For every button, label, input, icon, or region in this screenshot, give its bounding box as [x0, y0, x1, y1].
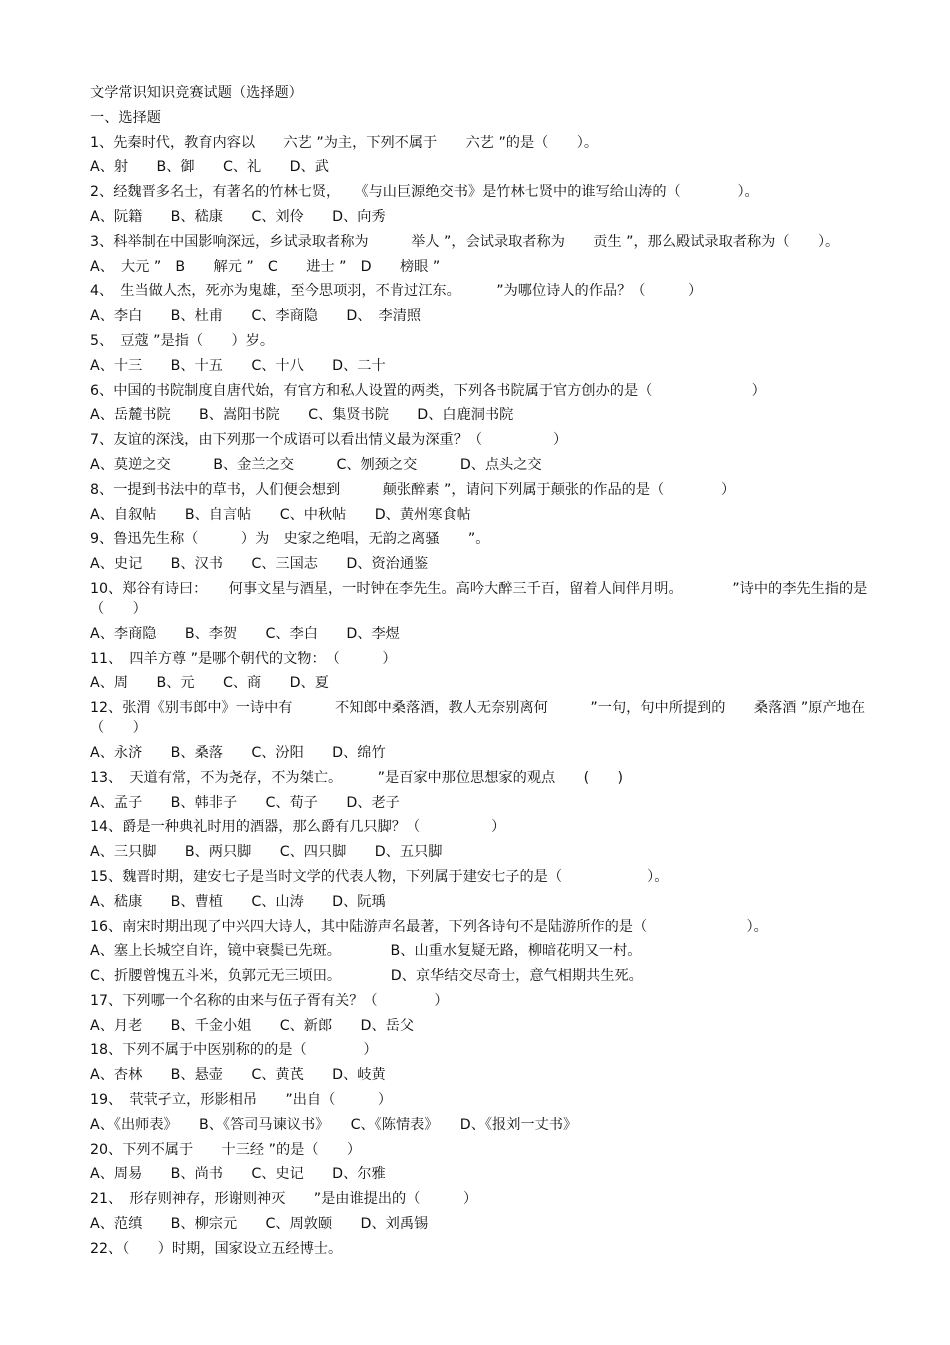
question-text: 2、经魏晋多名士，有著名的竹林七贤， 《与山巨源绝交书》是竹林七贤中的谁写给山涛的（ ）。: [90, 184, 759, 201]
question-text: 7、友谊的深浅，由下列那一个成语可以看出情义最为深重？（ ）: [90, 432, 568, 449]
question-text: 22、（ ）时期，国家设立五经博士。: [90, 1240, 343, 1257]
question-text: 14、爵是一种典礼时用的酒器，那么爵有几只脚？（ ）: [90, 819, 506, 836]
question-text: 19、 茕茕孑立，形影相吊 ”出自（ ）: [90, 1092, 393, 1109]
question-text: 1、先秦时代，教育内容以 六艺 ”为主，下列不属于 六艺 ”的是（ ）。: [90, 134, 599, 151]
answer-options: A、永济 B、桑落 C、汾阳 D、绵竹: [90, 744, 386, 761]
question-list: [90, 133, 870, 1259]
question-text: 12、张渭《别韦郎中》一诗中有 不知郎中桑落酒，教人无奈别离何 ”一句，句中所提到的 桑落酒 ”原产地在（ ）: [90, 700, 866, 737]
document-title: 文学常识知识竞赛试题（选择题）: [90, 85, 303, 101]
question-text: 13、 天道有常，不为尧存，不为桀亡。 ”是百家中那位思想家的观点 ( ): [90, 769, 624, 786]
question-text: 8、一提到书法中的草书，人们便会想到 颠张醉素 ”，请问下列属于颠张的作品的是（ ）: [90, 481, 736, 498]
answer-options: A、 大元 ” B 解元 ” C 进士 ” D 榜眼 ”: [90, 258, 441, 275]
question-text: 11、 四羊方尊 ”是哪个朝代的文物： （ ）: [90, 650, 397, 667]
answer-options: C、折腰曾愧五斗米，负郭元无三顷田。 D、京华结交尽奇士，意气相期共生死。: [90, 968, 643, 985]
answer-options: A、杏林 B、悬壶 C、黄芪 D、岐黄: [90, 1067, 386, 1084]
answer-options: A、周 B、元 C、商 D、夏: [90, 675, 329, 692]
answer-options: A、李白 B、杜甫 C、李商隐 D、 李清照: [90, 308, 422, 325]
question-text: 16、南宋时期出现了中兴四大诗人，其中陆游声名最著，下列各诗句不是陆游所作的是（ ）。: [90, 918, 768, 935]
answer-options: A、嵇康 B、曹植 C、山涛 D、阮瑀: [90, 893, 386, 910]
answer-options: A、李商隐 B、李贺 C、李白 D、李煜: [90, 625, 400, 642]
answer-options: A、莫逆之交 B、金兰之交 C、刎颈之交 D、点头之交: [90, 456, 542, 473]
answer-options: A、《出师表》 B、《答司马谏议书》 C、《陈情表》 D、《报刘一丈书》: [90, 1116, 578, 1133]
section-heading: 一、选择题: [90, 109, 161, 126]
answer-options: A、塞上长城空自许，镜中衰鬓已先斑。 B、山重水复疑无路，柳暗花明又一村。: [90, 943, 642, 960]
answer-options: A、十三 B、十五 C、十八 D、二十: [90, 357, 386, 374]
answer-options: A、孟子 B、韩非子 C、荀子 D、老子: [90, 794, 400, 811]
question-text: 6、中国的书院制度自唐代始，有官方和私人设置的两类，下列各书院属于官方创办的是（ ）: [90, 382, 766, 399]
answer-options: A、范缜 B、柳宗元 C、周敦颐 D、刘禹锡: [90, 1216, 429, 1233]
answer-options: A、岳麓书院 B、嵩阳书院 C、集贤书院 D、白鹿洞书院: [90, 407, 514, 424]
answer-options: A、史记 B、汉书 C、三国志 D、资治通鉴: [90, 556, 429, 573]
question-text: 5、 豆蔻 ”是指（ ）岁。: [90, 332, 275, 349]
question-text: 20、下列不属于 十三经 ”的是（ ）: [90, 1141, 362, 1158]
question-text: 9、鲁迅先生称（ ）为 史家之绝唱，无韵之离骚 ”。: [90, 531, 490, 548]
question-text: 21、 形存则神存，形谢则神灭 ”是由谁提出的（ ）: [90, 1191, 478, 1208]
question-text: 15、魏晋时期，建安七子是当时文学的代表人物，下列属于建安七子的是（ ）。: [90, 868, 669, 885]
document-page: [90, 83, 870, 1264]
question-text: 3、科举制在中国影响深远，乡试录取者称为 举人 ”，会试录取者称为 贡生 ”，那么殿试录取者称为（ ）。: [90, 233, 840, 250]
answer-options: A、三只脚 B、两只脚 C、四只脚 D、五只脚: [90, 844, 443, 861]
question-text: 4、 生当做人杰，死亦为鬼雄，至今思项羽，不肯过江东。 ”为哪位诗人的作品？（ ）: [90, 283, 703, 300]
answer-options: A、月老 B、千金小姐 C、新郎 D、岳父: [90, 1017, 415, 1034]
answer-options: A、射 B、御 C、礼 D、武: [90, 159, 329, 176]
answer-options: A、周易 B、尚书 C、史记 D、尔雅: [90, 1166, 386, 1183]
answer-options: A、阮籍 B、嵇康 C、刘伶 D、向秀: [90, 208, 386, 225]
question-text: 17、下列哪一个名称的由来与伍子胥有关？（ ）: [90, 992, 449, 1009]
question-text: 18、下列不属于中医别称的的是（ ）: [90, 1042, 378, 1059]
question-text: 10、郑谷有诗曰： 何事文星与酒星，一时钟在李先生。高吟大醉三千百，留着人间伴月明。 ”诗中的李先生指的是（ ）: [90, 580, 868, 617]
answer-options: A、自叙帖 B、自言帖 C、中秋帖 D、黄州寒食帖: [90, 506, 471, 523]
